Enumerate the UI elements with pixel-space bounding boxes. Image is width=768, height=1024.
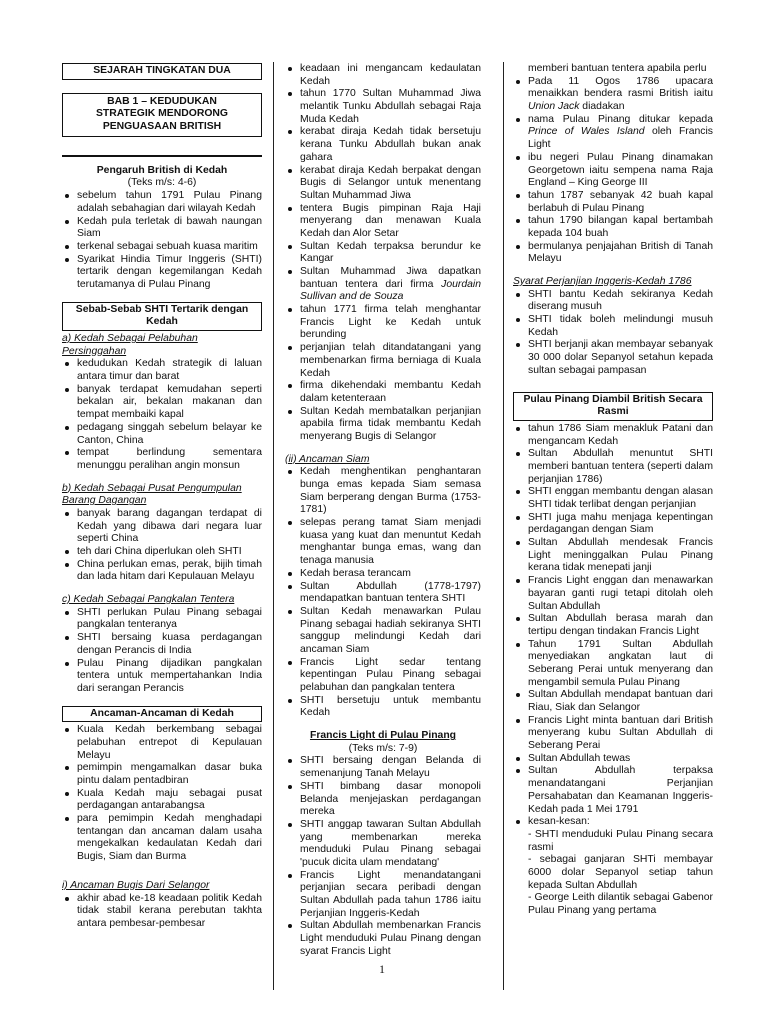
- list-item: SHTI bantu Kedah sekiranya Kedah diserang musuh: [513, 289, 713, 314]
- list-item: kedudukan Kedah strategik di laluan antara timur dan barat: [62, 358, 262, 383]
- list-item: Sultan Abdullah (1778-1797) mendapatkan bantuan tentera SHTI: [285, 581, 481, 606]
- list-item: SHTI perlukan Pulau Pinang sebagai pangkalan tenteranya: [62, 607, 262, 632]
- subheading-c: c) Kedah Sebagai Pangkalan Tentera: [62, 594, 235, 606]
- list-item: SHTI bersetuju untuk membantu Kedah: [285, 695, 481, 720]
- list-col2-top: [285, 63, 481, 266]
- section-heading-sebab: Sebab-Sebab SHTI Tertarik dengan Kedah: [62, 302, 262, 331]
- list-item: SHTI bersaing dengan Belanda di semenanjung Tanah Melayu: [285, 755, 481, 780]
- list-item: kerabat diraja Kedah tidak bersetuju kerana Tunku Abdullah bukan anak gahara: [285, 126, 481, 164]
- list-item: perjanjian telah ditandatangani yang membenarkan firma berniaga di Kuala Kedah: [285, 342, 481, 380]
- list-item: sebelum tahun 1791 Pulau Pinang adalah sebahagian dari wilayah Kedah: [62, 190, 262, 215]
- list-item: Sultan Abdullah tewas: [513, 753, 713, 766]
- list-i: [62, 893, 262, 931]
- subheading-i: i) Ancaman Bugis Dari Selangor: [62, 879, 210, 891]
- list-item: Kedah berasa terancam: [285, 568, 481, 581]
- list-item: kesan-kesan:: [513, 816, 713, 829]
- list-b: [62, 508, 262, 584]
- list-item: bermulanya penjajahan British di Tanah Melayu: [513, 241, 713, 266]
- list-c: [62, 607, 262, 696]
- subheading-a: a) Kedah Sebagai Pelabuhan Persinggahan: [62, 333, 198, 357]
- list-item: kerabat diraja Kedah berpakat dengan Bugis di Selangor untuk menentang Sultan Muhammad Jiwa: [285, 165, 481, 203]
- list-col2-mid: [285, 304, 481, 444]
- list-item: Sultan Abdullah berasa marah dan tertipu dengan tindakan Francis Light: [513, 613, 713, 638]
- column-2: [285, 63, 481, 958]
- list-item: pemimpin mengamalkan dasar buka pintu dalam pentadbiran: [62, 762, 262, 787]
- kesan-line: - sebagai ganjaran SHTi membayar 6000 dolar Sepanyol setiap tahun kepada Sultan Abdullah: [528, 854, 713, 891]
- list-item: teh dari China diperlukan oleh SHTI: [62, 546, 262, 559]
- list-ancaman: [62, 724, 262, 864]
- column-divider-right: [503, 62, 504, 990]
- list-item: Francis Light minta bantuan dari British menyerang kubu Sultan Abdullah di Seberang Perai: [513, 715, 713, 753]
- list-item: Sultan Kedah membatalkan perjanjian apabila firma tidak membantu Kedah menyerang Bugis di Selangor: [285, 406, 481, 444]
- list-jourdain: [285, 266, 481, 304]
- list-item: ibu negeri Pulau Pinang dinamakan Georgetown iaitu sempena nama Raja England – King George III: [513, 152, 713, 190]
- list-item: tempat berlindung sementara menunggu peralihan angin monsun: [62, 447, 262, 472]
- column-3: [513, 63, 713, 918]
- section-heading-pengaruh: Pengaruh British di Kedah (Teks m/s: 4-6): [96, 164, 228, 189]
- list-item: banyak barang dagangan terdapat di Kedah yang dibawa dari negara luar seperti China: [62, 508, 262, 546]
- list-item: tentera Bugis pimpinan Raja Haji menyerang dan menawan Kuala Kedah dan Alor Setar: [285, 203, 481, 241]
- list-item: tahun 1771 firma telah menghantar Francis Light ke Kedah untuk berunding: [285, 304, 481, 342]
- continued-text: memberi bantuan tentera apabila perlu: [528, 63, 707, 74]
- title-rule: [62, 155, 262, 157]
- list-item: SHTI bimbang dasar monopoli Belanda menjejaskan perdagangan mereka: [285, 781, 481, 819]
- list-item: Kedah menghentikan penghantaran bunga emas kepada Siam semasa Siam berperang dengan Burma (1753-1781): [285, 466, 481, 517]
- list-rasmi: [513, 423, 713, 829]
- list-item: Sultan Kedah menawarkan Pulau Pinang sebagai hadiah sekiranya SHTI sanggup melindungi Kedah dari ancaman Siam: [285, 606, 481, 657]
- list-item: selepas perang tamat Siam menjadi kuasa yang kuat dan menuntut Kedah menghantar bunga emas, wang dan tenaga manusia: [285, 517, 481, 568]
- list-item: Francis Light enggan dan menawarkan bayaran ganti rugi tetapi ditolah oleh Sultan Abdullah: [513, 575, 713, 613]
- list-item: China perlukan emas, perak, bijih timah dan lada hitam dari Kepulauan Melayu: [62, 559, 262, 584]
- document-title: SEJARAH TINGKATAN DUA: [62, 63, 262, 80]
- list-item: Kedah pula terletak di bawah naungan Siam: [62, 216, 262, 241]
- kesan-line: - SHTI menduduki Pulau Pinang secara rasmi: [528, 828, 713, 853]
- list-col3-a: [513, 152, 713, 266]
- list-item: SHTI enggan membantu dengan alasan SHTI tidak terlibat dengan perjanjian: [513, 486, 713, 511]
- list-item: para pemimpin Kedah menghadapi tentangan dan ancaman dalam usaha mengekalkan kedaulatan Kedah dari Bugis, Siam dan Burma: [62, 813, 262, 864]
- list-item: akhir abad ke-18 keadaan politik Kedah tidak stabil kerana perebutan takhta antara pembesar-pembesar: [62, 893, 262, 931]
- list-item: Sultan Abdullah terpaksa menandatangani Perjanjian Persahabatan dan Keamanan Inggeris-Kedah pada 1 Mei 1791: [513, 765, 713, 816]
- subheading-b: b) Kedah Sebagai Pusat Pengumpulan Barang Dagangan: [62, 482, 242, 507]
- list-col3-top: [513, 76, 713, 152]
- list-item: terkenal sebagai sebuah kuasa maritim: [62, 241, 262, 254]
- list-item: Pulau Pinang dijadikan pangkalan tentera untuk mempertahankan India dari serangan Perancis: [62, 658, 262, 696]
- list-item: tahun 1787 sebanyak 42 buah kapal berlabuh di Pulau Pinang: [513, 190, 713, 215]
- list-item: nama Pulau Pinang ditukar kepada Prince of Wales Island oleh Francis Light: [513, 114, 713, 152]
- list-item: tahun 1786 Siam menakluk Patani dan mengancam Kedah: [513, 423, 713, 448]
- section-heading-ancaman: Ancaman-Ancaman di Kedah: [62, 706, 262, 723]
- list-item: tahun 1770 Sultan Muhammad Jiwa melantik Tunku Abdullah sebagai Raja Muda Kedah: [285, 88, 481, 126]
- list-item: Pada 11 Ogos 1786 upacara menaikkan bendera rasmi British iaitu Union Jack diadakan: [513, 76, 713, 114]
- list-item: Sultan Abdullah menuntut SHTI memberi bantuan tentera (seperti dalam perjanjian 1786): [513, 448, 713, 486]
- page-number: 1: [379, 962, 385, 976]
- subheading-ii: (ii) Ancaman Siam: [285, 453, 370, 465]
- list-item: Kuala Kedah berkembang sebagai pelabuhan entrepot di Kepulauan Melayu: [62, 724, 262, 762]
- list-item: SHTI tidak boleh melindungi musuh Kedah: [513, 314, 713, 339]
- list-item: Francis Light menandatangani perjanjian secara peribadi dengan Sultan Abdullah pada tahun 1786 iaitu Perjanjian Inggeris-Kedah: [285, 870, 481, 921]
- list-item: Kuala Kedah maju sebagai pusat perdagangan antarabangsa: [62, 788, 262, 813]
- list-item: Tahun 1791 Sultan Abdullah menyediakan angkatan laut di Seberang Perai untuk menyerang dan mengambil semula Pulau Pinang: [513, 639, 713, 690]
- section-heading-rasmi: Pulau Pinang Diambil British Secara Rasmi: [513, 392, 713, 421]
- list-item: Francis Light sedar tentang kepentingan Pulau Pinang sebagai pelabuhan dan pangkalan tentera: [285, 657, 481, 695]
- list-ii: [285, 466, 481, 720]
- list-item: Syarikat Hindia Timur Inggeris (SHTI) tertarik dengan kegemilangan Kedah terutamanya di Pulau Pinang: [62, 254, 262, 292]
- list-item: pedagang singgah sebelum belayar ke Canton, China: [62, 422, 262, 447]
- list-item: firma dikehendaki membantu Kedah dalam ketenteraan: [285, 380, 481, 405]
- list-item: tahun 1790 bilangan kapal bertambah kepada 104 buah: [513, 215, 713, 240]
- list-item: banyak terdapat kemudahan seperti bekalan air, bekalan makanan dan tempat membaiki kapal: [62, 384, 262, 422]
- list-item: keadaan ini mengancam kedaulatan Kedah: [285, 63, 481, 88]
- list-item: Sultan Muhammad Jiwa dapatkan bantuan tentera dari firma Jourdain Sullivan and de Souza: [285, 266, 481, 304]
- list-item: Sultan Abdullah mendesak Francis Light meninggalkan Pulau Pinang kerana tidak menepati janji: [513, 537, 713, 575]
- list-item: Sultan Abdullah membenarkan Francis Light menduduki Pulau Pinang dengan syarat Francis Light: [285, 920, 481, 958]
- kesan-line: - George Leith dilantik sebagai Gabenor Pulau Pinang yang pertama: [528, 892, 713, 916]
- subheading-syarat: Syarat Perjanjian Inggeris-Kedah 1786: [513, 276, 692, 287]
- column-divider-left: [273, 62, 274, 990]
- column-1: [62, 63, 262, 931]
- list-item: SHTI anggap tawaran Sultan Abdullah yang membenarkan mereka menduduki Pulau Pinang sebagai 'pucuk dicita ulam mendatang': [285, 819, 481, 870]
- list-item: Sultan Kedah terpaksa berundur ke Kangar: [285, 241, 481, 266]
- chapter-title: BAB 1 – KEDUDUKAN STRATEGIK MENDORONG PENGUASAAN BRITISH: [62, 93, 262, 137]
- list-item: Sultan Abdullah mendapat bantuan dari Riau, Siak dan Selangor: [513, 689, 713, 714]
- list-pengaruh: [62, 190, 262, 292]
- list-item: SHTI bersaing kuasa perdagangan dengan Perancis di India: [62, 632, 262, 657]
- list-item: SHTI berjanji akan membayar sebanyak 30 000 dolar Sepanyol setahun kepada sultan sebagai pampasan: [513, 339, 713, 377]
- list-francis-light: [285, 755, 481, 958]
- list-syarat: [513, 289, 713, 378]
- list-item: SHTI juga mahu menjaga kepentingan perdagangan dengan Siam: [513, 512, 713, 537]
- kesan-lines: [513, 829, 713, 918]
- section-heading-francis-light: Francis Light di Pulau Pinang (Teks m/s: 7-9): [309, 730, 457, 754]
- list-a: [62, 358, 262, 472]
